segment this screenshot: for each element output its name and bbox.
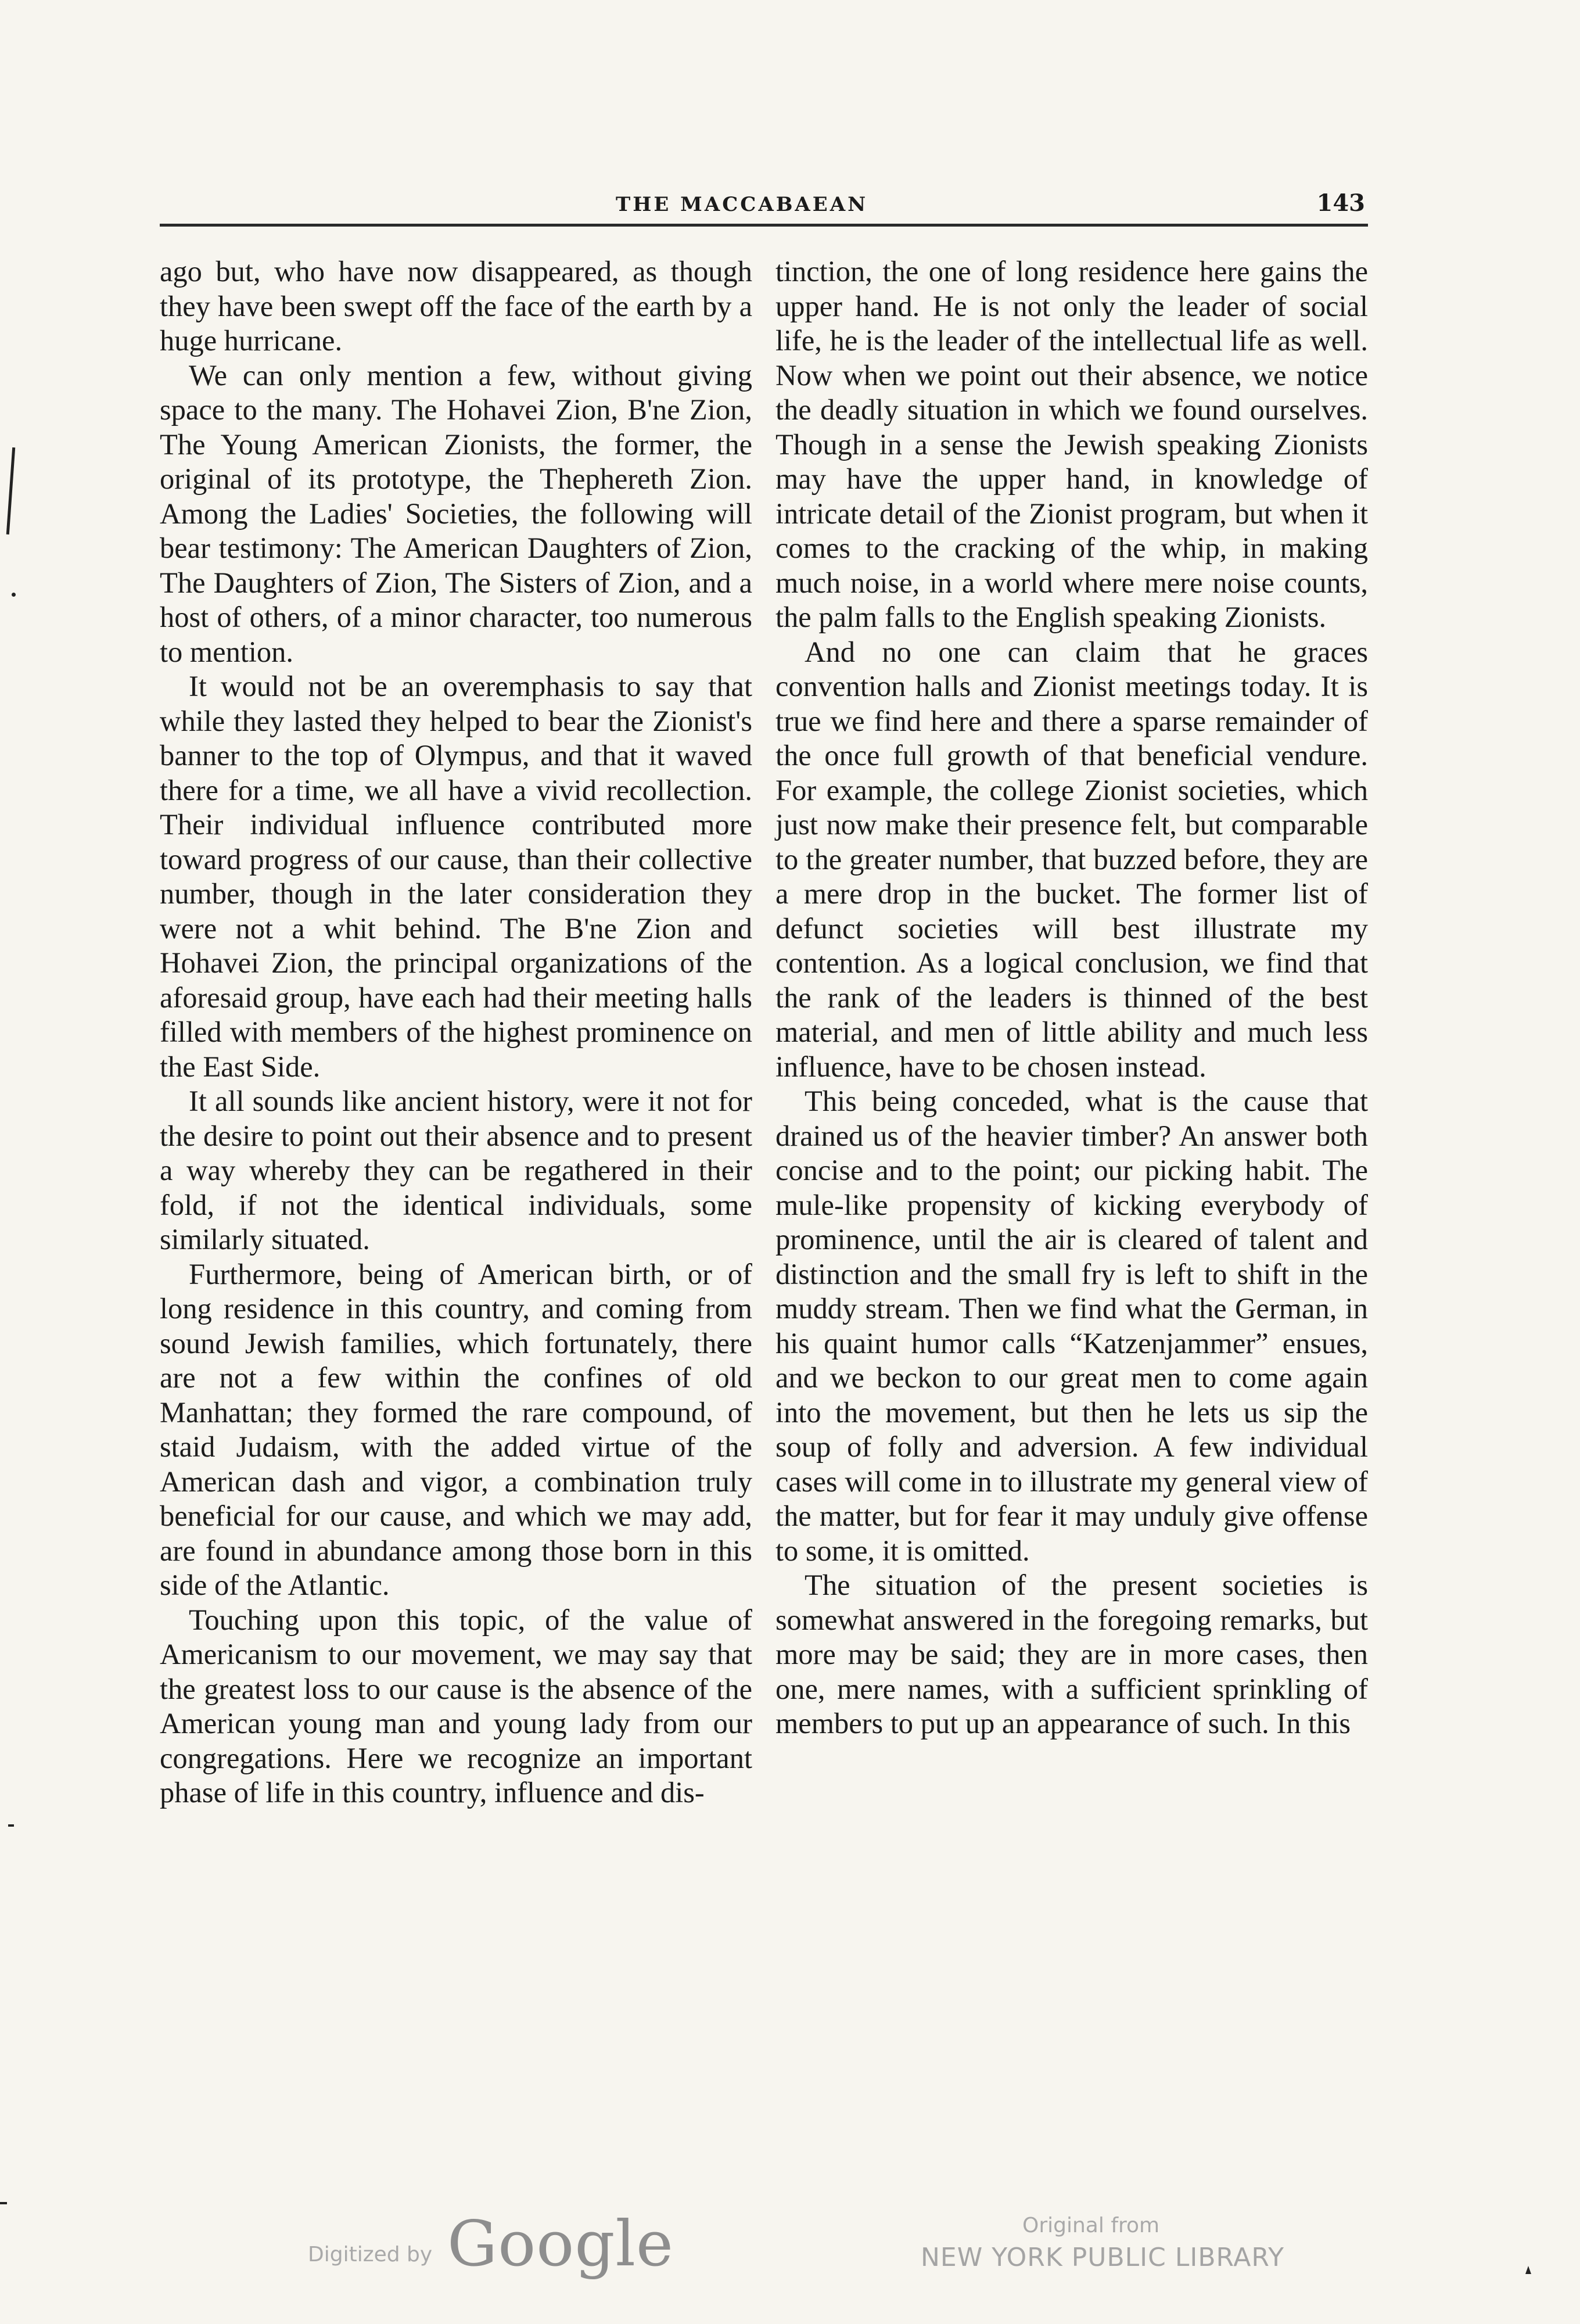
scan-mark — [8, 1824, 14, 1827]
paragraph: And no one can claim that he graces convention halls and Zionist meetings today. It is true we find here and there a sparse remainder of the once full growth of that beneficial vendure. For example, the college Zionist societies, which just now make their presence felt, but comparable to the greater number, that buzzed before, they are a mere drop in the bucket. The former list of defunct societies will best illustrate my contention. As a logical conclusion, we find that the rank of the leaders is thinned of the best material, and men of little ability and much less influence, have to be chosen instead. — [775, 635, 1368, 1083]
left-column — [160, 254, 752, 1810]
google-logo: Google — [447, 2208, 674, 2280]
scan-mark — [6, 447, 15, 535]
paragraph: It would not be an overemphasis to say that while they lasted they helped to bear the Zionist's banner to the top of Olympus, and that it waved there for a time, we all have a vivid recollection. Their individual influence contributed more toward progress of our cause, than their collective number, though in the later consideration they were not a whit behind. The B'ne Zion and Hohavei Zion, the principal organizations of the aforesaid group, have each had their meeting halls filled with members of the highest prominence on the East Side. — [160, 670, 752, 1083]
paragraph: Furthermore, being of American birth, or of long residence in this country, and coming from sound Jewish families, which fortunately, there are not a few within the confines of old Manhattan; they formed the rare compound, of staid Judaism, with the added virtue of the American dash and vigor, a combination truly beneficial for our cause, and which we may add, are found in abundance among those born in this side of the Atlantic. — [160, 1257, 752, 1601]
footer — [0, 2185, 1580, 2301]
header-rule — [160, 224, 1368, 227]
paragraph: This being conceded, what is the cause that drained us of the heavier timber? An answer both concise and to the point; our picking habit. The mule-like propensity of kicking everybody of prominence, until the air is cleared of talent and distinction and the small fry is left to shift in the muddy stream. Then we find what the German, in his quaint humor calls “Katzenjammer” ensues, and we beckon to our great men to come again into the movement, but then he lets us sip the soup of folly and adversion. A few individual cases will come in to illustrate my general view of the matter, but for fear it may unduly give offense to some, it is omitted. — [775, 1085, 1368, 1567]
running-head — [157, 186, 1365, 227]
paragraph: The situation of the present societies is somewhat answered in the foregoing remarks, but more may be said; they are in more cases, then one, mere names, with a sufficient sprinkling of members to put up an appearance of such. In this — [775, 1569, 1368, 1740]
page-number: 143 — [1316, 189, 1365, 217]
digitized-by-label: Digitized by — [308, 2243, 433, 2266]
journal-title: THE MACCABAEAN — [616, 193, 868, 216]
paragraph: ago but, who have now disappeared, as though they have been swept off the face of the earth by a huge hurricane. — [160, 255, 752, 357]
right-column — [775, 254, 1368, 1741]
original-from-label: Original from — [1022, 2214, 1160, 2237]
scan-mark — [12, 593, 16, 597]
paragraph: Touching upon this topic, of the value of Americanism to our movement, we may say that the greatest loss to our cause is the absence of the American young man and young lady from our congregations. Here we recognize an important phase of life in this country, influence and dis- — [160, 1603, 752, 1809]
paragraph: We can only mention a few, without giving space to the many. The Hohavei Zion, B'ne Zion, The Young American Zionists, the former, the original of its prototype, the Thephereth Zion. Among the Ladies' Societies, the following will bear testimony: The American Daughters of Zion, The Daughters of Zion, The Sisters of Zion, and a host of others, of a minor character, too numerous to mention. — [160, 358, 752, 668]
paragraph: It all sounds like ancient history, were it not for the desire to point out their absence and to present a way whereby they can be regathered in their fold, if not the identical individuals, some similarly situated. — [160, 1085, 752, 1256]
paragraph: tinction, the one of long residence here gains the upper hand. He is not only the leader of social life, he is the leader of the intellectual life as well. Now when we point out their absence, we notice the deadly situation in which we found ourselves. Though in a sense the Jewish speaking Zionists may have the upper hand, in knowledge of intricate detail of the Zionist program, but when it comes to the cracking of the whip, in making much noise, in a world where mere noise counts, the palm falls to the English speaking Zionists. — [775, 255, 1368, 633]
library-name: NEW YORK PUBLIC LIBRARY — [921, 2243, 1285, 2272]
